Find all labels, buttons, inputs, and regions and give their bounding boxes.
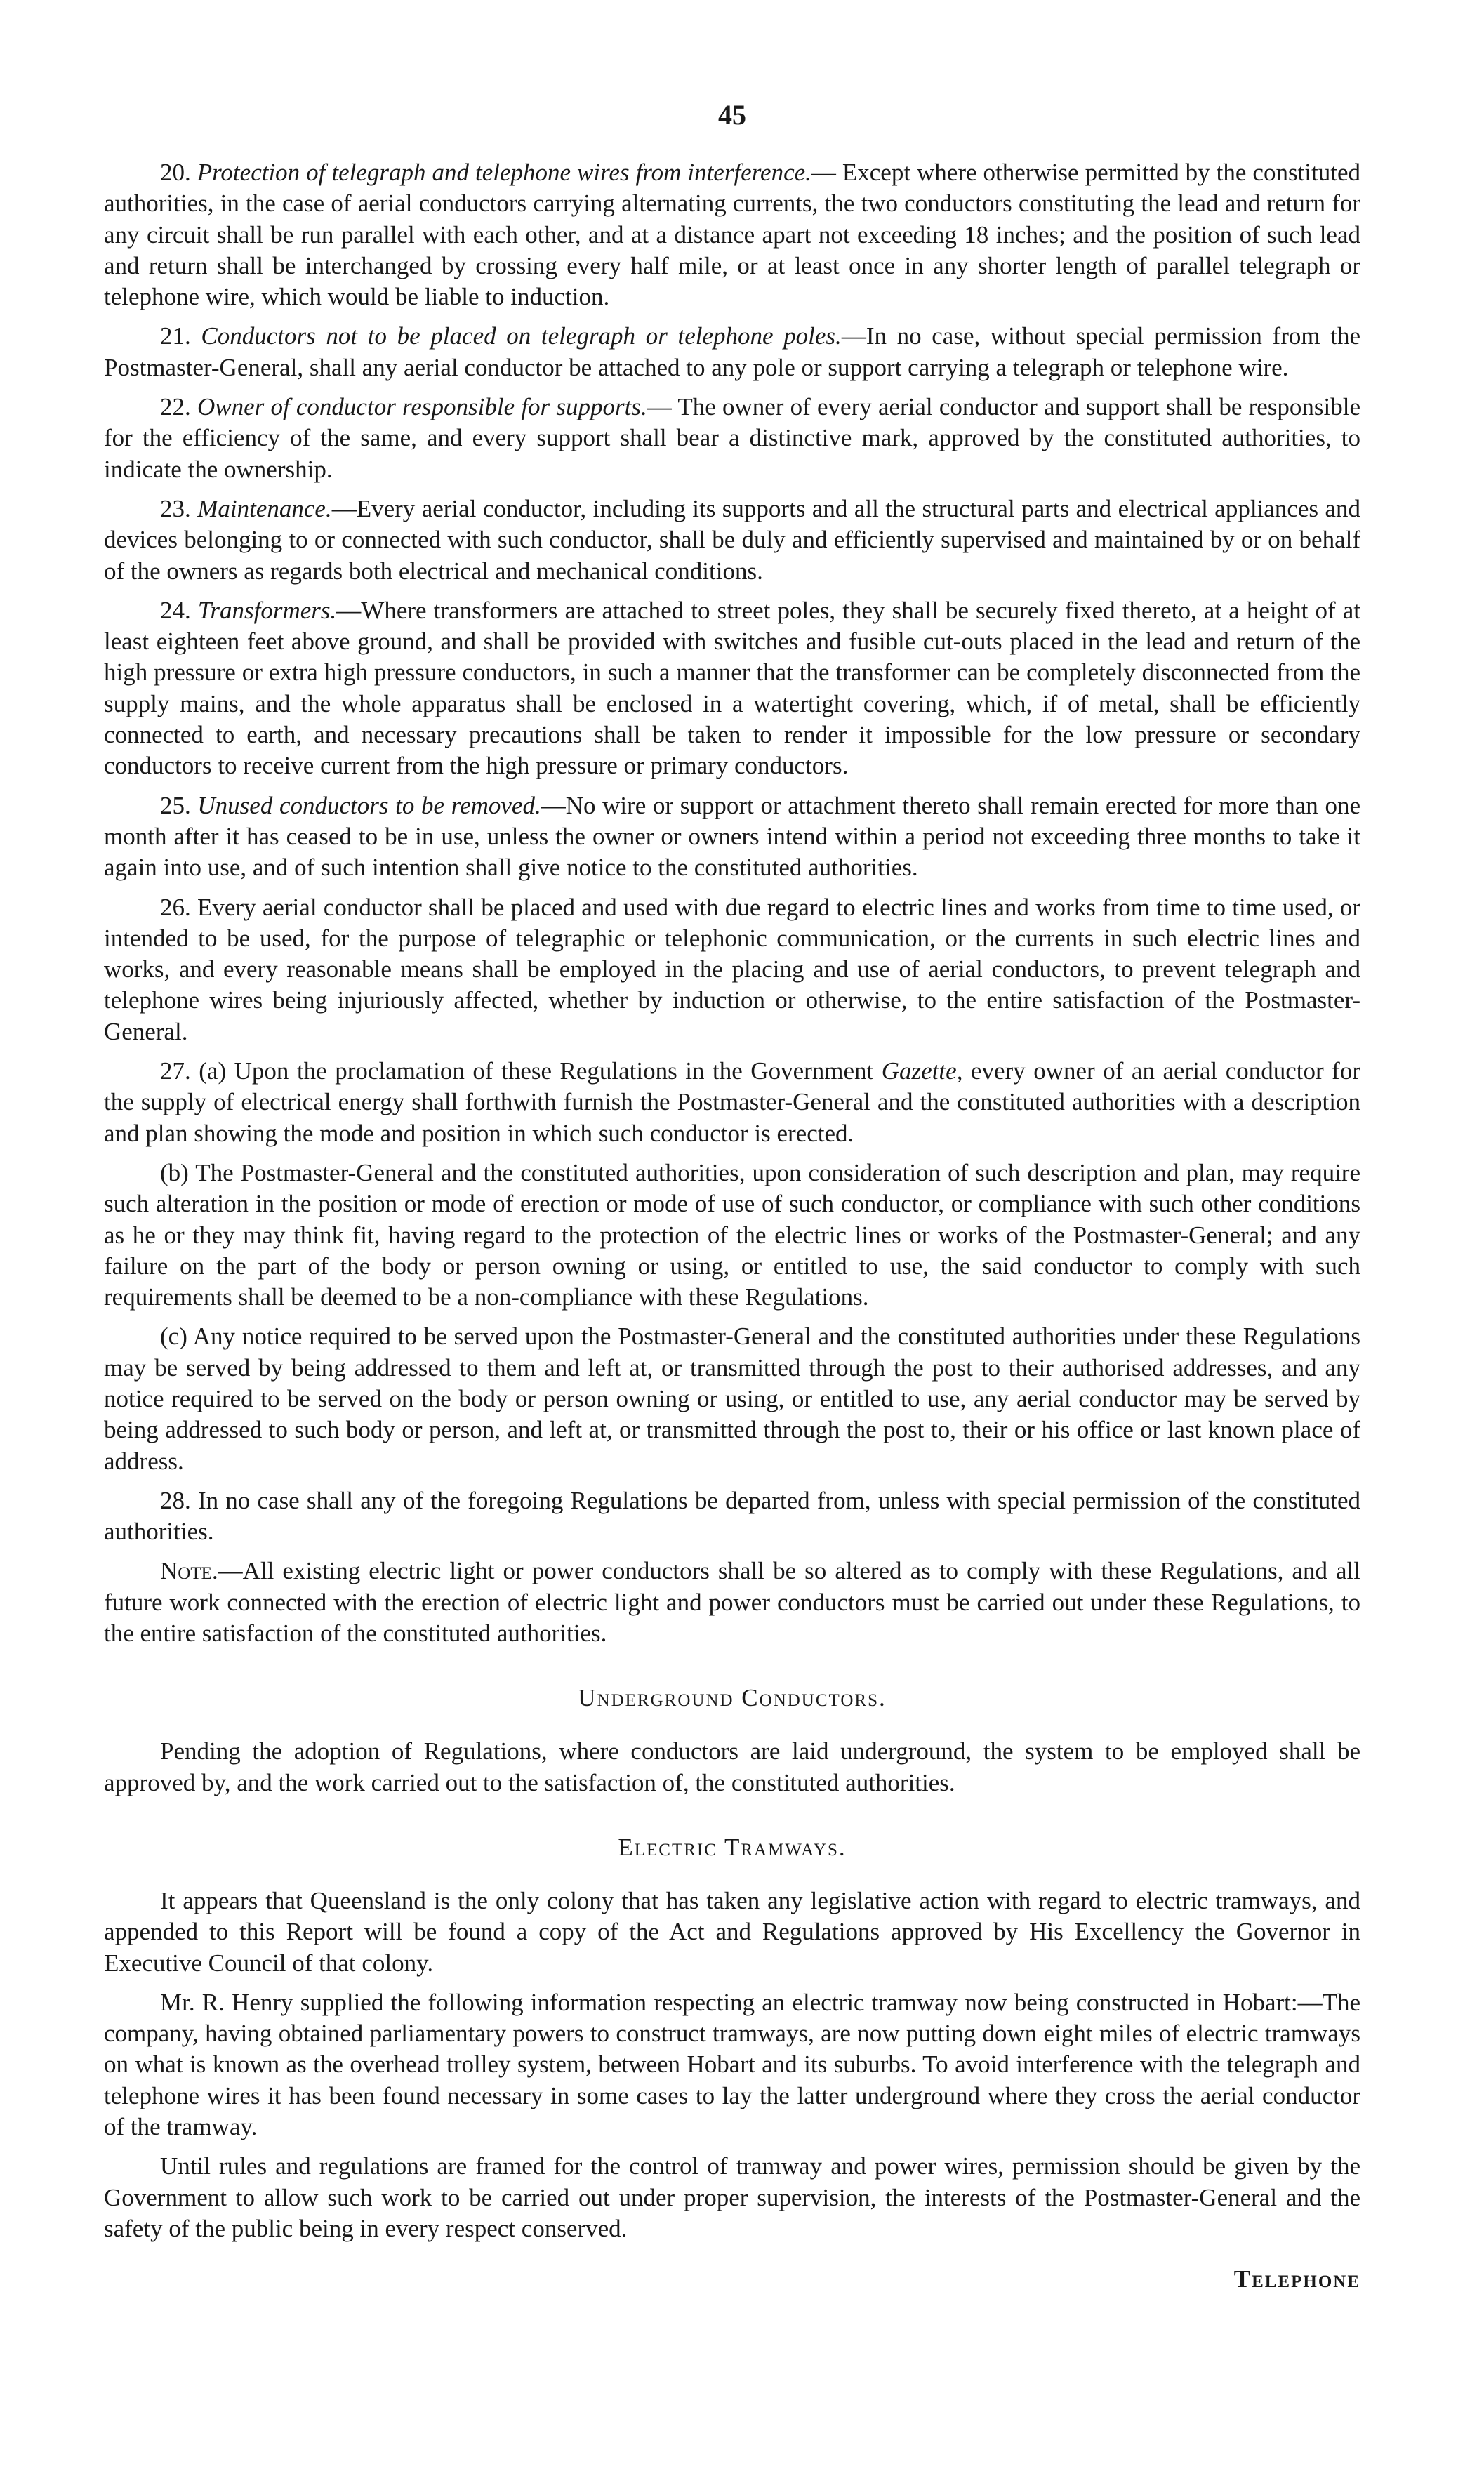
regulation-27c: (c) Any notice required to be served upon the Postmaster-General and the constituted authorities under these Regulations may be served by being addressed to them and left at, or transmitted through the post to their authorised addresses, and any notice required to be served on the body or person owning or using, or entitled to use, any aerial conductor may be served by being addressed to such body or person, and left at, or transmitted through the post to, their or his office or last known place of address. — [104, 1323, 1360, 1475]
page-number: 45 — [718, 99, 746, 131]
document-page — [104, 98, 1360, 2295]
regulation-text: —Every aerial conductor, including its supports and all the structural parts and electrical appliances and devices belonging to or connected with such conductor, shall be duly and efficiently supervised and maintained by or on behalf of the owners as regards both electrical and mechanical conditions. — [104, 494, 1361, 585]
heading-electric-tramways: Electric Tramways. — [618, 1833, 847, 1861]
regulation-text: —In no case, without special permission from the Postmaster-General, shall any aerial conductor be attached to any pole or support carrying a telegraph or telephone wire. — [104, 322, 1361, 381]
regulation-title: Unused conductors to be removed. — [197, 791, 541, 819]
regulation-number: 25. — [160, 791, 191, 819]
regulation-25 — [104, 790, 1360, 884]
regulation-27a-prefix: 27. (a) Upon the proclamation of these Regulations in the Government — [160, 1057, 882, 1085]
regulation-24 — [104, 595, 1360, 782]
regulation-21 — [104, 321, 1360, 383]
gazette-italic: Gazette, — [881, 1057, 963, 1085]
regulation-number: 24. — [160, 596, 191, 624]
regulation-title: Conductors not to be placed on telegraph or telephone poles. — [201, 322, 842, 350]
note-paragraph — [104, 1556, 1360, 1649]
regulation-23 — [104, 493, 1360, 587]
regulation-text: Every aerial conductor shall be placed and used with due regard to electric lines and works from time to time used, or intended to be used, for the purpose of telegraphic or telephonic communication, or the currents in such electric lines and works, and every reasonable means shall be employed in the placing and use of aerial conductors, to prevent telegraph and telephone wires being injuriously affected, whether by induction or otherwise, to the entire satisfaction of the Postmaster-General. — [104, 893, 1361, 1045]
regulation-text: —Where transformers are attached to street poles, they shall be securely fixed thereto, at a height of at least eighteen feet above ground, and shall be provided with switches and fusible cut-outs placed in the lead and return of the high pressure or extra high pressure conductors, in such a manner that the transformer can be completely disconnected from the supply mains, and the whole apparatus shall be enclosed in a watertight covering, which, if of metal, shall be efficiently connected to earth, and necessary precautions shall be taken to render it impossible for the low pressure or secondary conductors to receive current from the high pressure or primary conductors. — [104, 596, 1360, 780]
regulation-number: 22. — [160, 393, 191, 421]
regulation-28: 28. In no case shall any of the foregoing Regulations be departed from, unless with special permission of the constituted authorities. — [104, 1486, 1360, 1546]
regulation-text: — The owner of every aerial conductor and support shall be responsible for the efficiency of the same, and every support shall bear a distinctive mark, approved by the constituted authorities, to indicate the ownership. — [104, 393, 1360, 483]
regulation-number: 26. — [160, 893, 191, 921]
regulation-27a-text: every owner of an aerial conductor for the supply of electrical energy shall forthwith furnish the Postmaster-General and the constituted authorities with a description and plan showing the mode and position in which such conductor is erected. — [104, 1057, 1360, 1147]
regulation-title: Owner of conductor responsible for supports. — [197, 393, 647, 421]
regulation-title: Transformers. — [197, 596, 337, 624]
regulation-27a — [104, 1056, 1360, 1149]
regulation-title: Protection of telegraph and telephone wires from interference. — [197, 159, 811, 186]
regulation-number: 21. — [160, 322, 191, 350]
note-label: Note. — [160, 1557, 218, 1585]
regulation-26 — [104, 892, 1360, 1047]
regulation-text: —No wire or support or attachment thereto shall remain erected for more than one month after it has ceased to be in use, unless the owner or owners intend within a period not exceeding three months to take it again into use, and of such intention shall give notice to the constituted authorities. — [104, 791, 1360, 882]
catchword: Telephone — [1233, 2265, 1360, 2293]
regulation-number: 20. — [160, 159, 191, 186]
tramways-paragraph-2: Mr. R. Henry supplied the following information respecting an electric tramway now being constructed in Hobart:—The company, having obtained parliamentary powers to construct tramways, are now putting down eight miles of electric tramways on what is known as the overhead trolley system, between Hobart and its suburbs. To avoid interference with the telegraph and telephone wires it has been found necessary in some cases to lay the latter underground where they cross the aerial conductor of the tramway. — [104, 1988, 1360, 2141]
regulation-text: — Except where otherwise permitted by the constituted authorities, in the case of aerial conductors carrying alternating currents, the two conductors constituting the lead and return for any circuit shall be run parallel with each other, and at a distance apart not exceeding 18 inches; and the position of such lead and return shall be interchanged by crossing every half mile, or at least once in any shorter length of parallel telegraph or telephone wire, which would be liable to induction. — [104, 159, 1360, 311]
underground-paragraph: Pending the adoption of Regulations, where conductors are laid underground, the system to be employed shall be approved by, and the work carried out to the satisfaction of, the constituted authorities. — [104, 1737, 1360, 1796]
regulation-27b: (b) The Postmaster-General and the constituted authorities, upon consideration of such description and plan, may require such alteration in the position or mode of erection or mode of use of such conductor, or compliance with such other conditions as he or they may think fit, having regard to the protection of the electric lines or works of the Postmaster-General; and any failure on the part of the body or person owning or using, or entitled to use, the said conductor to comply with such requirements shall be deemed to be a non-compliance with these Regulations. — [104, 1158, 1360, 1311]
heading-underground-conductors: Underground Conductors. — [578, 1684, 887, 1712]
tramways-paragraph-3: Until rules and regulations are framed for the control of tramway and power wires, permission should be given by the Government to allow such work to be carried out under proper supervision, the interests of the Postmaster-General and the safety of the public being in every respect conserved. — [104, 2152, 1360, 2242]
regulation-number: 23. — [160, 494, 191, 522]
regulation-20 — [104, 157, 1360, 312]
tramways-paragraph-1: It appears that Queensland is the only colony that has taken any legislative action with regard to electric tramways, and appended to this Report will be found a copy of the Act and Regulations approved by His Excellency the Governor in Executive Council of that colony. — [104, 1886, 1360, 1977]
note-text: —All existing electric light or power conductors shall be so altered as to comply with these Regulations, and all future work connected with the erection of electric light and power conductors must be carried out under these Regulations, to the entire satisfaction of the constituted authorities. — [104, 1557, 1360, 1648]
regulation-title: Maintenance. — [197, 494, 332, 522]
regulation-22 — [104, 392, 1360, 485]
